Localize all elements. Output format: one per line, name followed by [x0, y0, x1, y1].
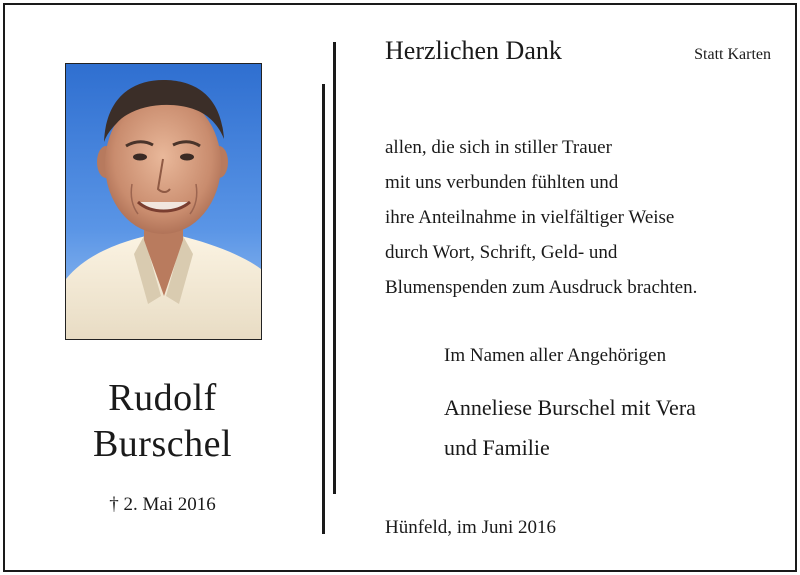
text-line: Blumenspenden zum Ausdruck brachten.: [385, 277, 698, 298]
signer-line: und Familie: [444, 435, 550, 460]
deceased-last-name: Burschel: [92, 423, 233, 465]
text-line: allen, die sich in stiller Trauer: [385, 137, 612, 158]
on-behalf-line: Im Namen aller Angehörigen: [444, 345, 667, 366]
signers: [444, 388, 696, 468]
divider-line: [333, 42, 336, 494]
deceased-name: [60, 375, 265, 467]
text-line: mit uns verbunden fühlten und: [385, 172, 619, 193]
text-line: durch Wort, Schrift, Geld- und: [385, 242, 618, 263]
thank-you-text: [385, 130, 697, 305]
divider-line-secondary: [322, 84, 325, 534]
portrait-photo: [65, 63, 262, 340]
heading: Herzlichen Dank: [385, 36, 562, 65]
signer-line: Anneliese Burschel mit Vera: [444, 395, 696, 420]
text-line: ihre Anteilnahme in vielfältiger Weise: [385, 207, 675, 228]
deceased-first-name: Rudolf: [108, 377, 217, 419]
death-date: † 2. Mai 2016: [109, 494, 216, 515]
place-date: Hünfeld, im Juni 2016: [385, 517, 556, 538]
statt-karten-label: Statt Karten: [694, 46, 771, 63]
